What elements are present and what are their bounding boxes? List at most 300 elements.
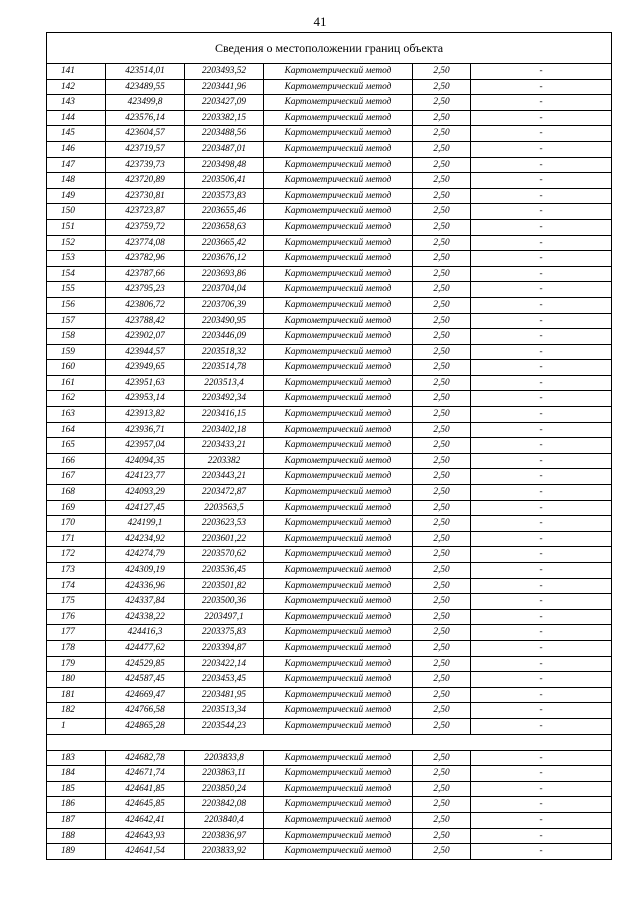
- table-row: [47, 344, 611, 360]
- accuracy-cell: 2,50: [413, 282, 471, 298]
- point-number-cell: 166: [47, 453, 106, 469]
- accuracy-cell: 2,50: [413, 453, 471, 469]
- y-coordinate-cell: 2203382,15: [185, 110, 264, 126]
- point-number-cell: 1: [47, 718, 106, 734]
- point-number-cell: 142: [47, 79, 106, 95]
- accuracy-cell: 2,50: [413, 609, 471, 625]
- y-coordinate-cell: 2203842,08: [185, 797, 264, 813]
- accuracy-cell: 2,50: [413, 422, 471, 438]
- method-cell: Картометрический метод: [264, 547, 413, 563]
- x-coordinate-cell: 424766,58: [106, 703, 185, 719]
- table-row: [47, 766, 611, 782]
- x-coordinate-cell: 423788,42: [106, 313, 185, 329]
- table-row: [47, 672, 611, 688]
- table-row: [47, 141, 611, 157]
- point-number-cell: 177: [47, 625, 106, 641]
- point-number-cell: 188: [47, 828, 106, 844]
- table-row: [47, 469, 611, 485]
- point-number-cell: 186: [47, 797, 106, 813]
- y-coordinate-cell: 2203446,09: [185, 329, 264, 345]
- y-coordinate-cell: 2203402,18: [185, 422, 264, 438]
- note-cell: -: [471, 95, 612, 111]
- note-cell: -: [471, 329, 612, 345]
- accuracy-cell: 2,50: [413, 344, 471, 360]
- note-cell: -: [471, 126, 612, 142]
- point-number-cell: 161: [47, 375, 106, 391]
- x-coordinate-cell: 424416,3: [106, 625, 185, 641]
- separator-cell: [47, 734, 611, 750]
- table-row: [47, 438, 611, 454]
- y-coordinate-cell: 2203500,36: [185, 594, 264, 610]
- accuracy-cell: 2,50: [413, 844, 471, 859]
- x-coordinate-cell: 423913,82: [106, 407, 185, 423]
- accuracy-cell: 2,50: [413, 110, 471, 126]
- accuracy-cell: 2,50: [413, 563, 471, 579]
- table-row: [47, 188, 611, 204]
- x-coordinate-cell: 423604,57: [106, 126, 185, 142]
- method-cell: Картометрический метод: [264, 297, 413, 313]
- table-row: [47, 687, 611, 703]
- table-row: [47, 126, 611, 142]
- method-cell: Картометрический метод: [264, 266, 413, 282]
- point-number-cell: 158: [47, 329, 106, 345]
- note-cell: -: [471, 64, 612, 79]
- x-coordinate-cell: 424477,62: [106, 640, 185, 656]
- table-row: [47, 64, 611, 79]
- table-row: [47, 375, 611, 391]
- y-coordinate-cell: 2203563,5: [185, 500, 264, 516]
- method-cell: Картометрический метод: [264, 469, 413, 485]
- accuracy-cell: 2,50: [413, 329, 471, 345]
- accuracy-cell: 2,50: [413, 812, 471, 828]
- x-coordinate-cell: 424337,84: [106, 594, 185, 610]
- x-coordinate-cell: 424587,45: [106, 672, 185, 688]
- method-cell: Картометрический метод: [264, 391, 413, 407]
- accuracy-cell: 2,50: [413, 703, 471, 719]
- table-row: [47, 797, 611, 813]
- note-cell: -: [471, 251, 612, 267]
- y-coordinate-cell: 2203490,95: [185, 313, 264, 329]
- point-number-cell: 181: [47, 687, 106, 703]
- method-cell: Картометрический метод: [264, 625, 413, 641]
- table-row: [47, 578, 611, 594]
- x-coordinate-cell: 424642,41: [106, 812, 185, 828]
- y-coordinate-cell: 2203704,04: [185, 282, 264, 298]
- method-cell: Картометрический метод: [264, 188, 413, 204]
- y-coordinate-cell: 2203536,45: [185, 563, 264, 579]
- method-cell: Картометрический метод: [264, 64, 413, 79]
- method-cell: Картометрический метод: [264, 375, 413, 391]
- coordinates-table: [47, 64, 611, 859]
- note-cell: -: [471, 656, 612, 672]
- point-number-cell: 149: [47, 188, 106, 204]
- x-coordinate-cell: 424234,92: [106, 531, 185, 547]
- y-coordinate-cell: 2203492,34: [185, 391, 264, 407]
- table-row: [47, 656, 611, 672]
- accuracy-cell: 2,50: [413, 687, 471, 703]
- y-coordinate-cell: 2203433,21: [185, 438, 264, 454]
- method-cell: Картометрический метод: [264, 531, 413, 547]
- method-cell: Картометрический метод: [264, 422, 413, 438]
- note-cell: -: [471, 297, 612, 313]
- x-coordinate-cell: 424338,22: [106, 609, 185, 625]
- method-cell: Картометрический метод: [264, 781, 413, 797]
- note-cell: -: [471, 453, 612, 469]
- y-coordinate-cell: 2203850,24: [185, 781, 264, 797]
- method-cell: Картометрический метод: [264, 79, 413, 95]
- method-cell: Картометрический метод: [264, 453, 413, 469]
- table-row: [47, 812, 611, 828]
- accuracy-cell: 2,50: [413, 375, 471, 391]
- y-coordinate-cell: 2203416,15: [185, 407, 264, 423]
- x-coordinate-cell: 423723,87: [106, 204, 185, 220]
- method-cell: Картометрический метод: [264, 672, 413, 688]
- table-row: [47, 329, 611, 345]
- note-cell: -: [471, 375, 612, 391]
- x-coordinate-cell: 423951,63: [106, 375, 185, 391]
- table-row: [47, 547, 611, 563]
- x-coordinate-cell: 423774,08: [106, 235, 185, 251]
- y-coordinate-cell: 2203443,21: [185, 469, 264, 485]
- x-coordinate-cell: 424309,19: [106, 563, 185, 579]
- point-number-cell: 157: [47, 313, 106, 329]
- method-cell: Картометрический метод: [264, 828, 413, 844]
- point-number-cell: 155: [47, 282, 106, 298]
- method-cell: Картометрический метод: [264, 594, 413, 610]
- y-coordinate-cell: 2203863,11: [185, 766, 264, 782]
- table-row: [47, 422, 611, 438]
- note-cell: -: [471, 578, 612, 594]
- method-cell: Картометрический метод: [264, 687, 413, 703]
- note-cell: -: [471, 282, 612, 298]
- note-cell: -: [471, 141, 612, 157]
- accuracy-cell: 2,50: [413, 204, 471, 220]
- note-cell: -: [471, 547, 612, 563]
- method-cell: Картометрический метод: [264, 95, 413, 111]
- x-coordinate-cell: 424336,96: [106, 578, 185, 594]
- accuracy-cell: 2,50: [413, 547, 471, 563]
- coordinates-sheet: [46, 32, 612, 860]
- accuracy-cell: 2,50: [413, 718, 471, 734]
- y-coordinate-cell: 2203422,14: [185, 656, 264, 672]
- point-number-cell: 189: [47, 844, 106, 859]
- y-coordinate-cell: 2203544,23: [185, 718, 264, 734]
- x-coordinate-cell: 423514,01: [106, 64, 185, 79]
- point-number-cell: 182: [47, 703, 106, 719]
- note-cell: -: [471, 485, 612, 501]
- point-number-cell: 173: [47, 563, 106, 579]
- note-cell: -: [471, 797, 612, 813]
- method-cell: Картометрический метод: [264, 329, 413, 345]
- x-coordinate-cell: 424865,28: [106, 718, 185, 734]
- method-cell: Картометрический метод: [264, 407, 413, 423]
- note-cell: -: [471, 703, 612, 719]
- note-cell: -: [471, 422, 612, 438]
- accuracy-cell: 2,50: [413, 391, 471, 407]
- method-cell: Картометрический метод: [264, 563, 413, 579]
- x-coordinate-cell: 424671,74: [106, 766, 185, 782]
- accuracy-cell: 2,50: [413, 313, 471, 329]
- table-row: [47, 703, 611, 719]
- point-number-cell: 176: [47, 609, 106, 625]
- accuracy-cell: 2,50: [413, 625, 471, 641]
- point-number-cell: 160: [47, 360, 106, 376]
- y-coordinate-cell: 2203518,32: [185, 344, 264, 360]
- y-coordinate-cell: 2203501,82: [185, 578, 264, 594]
- note-cell: -: [471, 469, 612, 485]
- note-cell: -: [471, 563, 612, 579]
- x-coordinate-cell: 423576,14: [106, 110, 185, 126]
- note-cell: -: [471, 79, 612, 95]
- table-row: [47, 266, 611, 282]
- table-row: [47, 516, 611, 532]
- accuracy-cell: 2,50: [413, 766, 471, 782]
- point-number-cell: 150: [47, 204, 106, 220]
- note-cell: -: [471, 812, 612, 828]
- point-number-cell: 164: [47, 422, 106, 438]
- point-number-cell: 171: [47, 531, 106, 547]
- note-cell: -: [471, 313, 612, 329]
- y-coordinate-cell: 2203833,92: [185, 844, 264, 859]
- method-cell: Картометрический метод: [264, 344, 413, 360]
- x-coordinate-cell: 424094,35: [106, 453, 185, 469]
- point-number-cell: 165: [47, 438, 106, 454]
- point-number-cell: 146: [47, 141, 106, 157]
- point-number-cell: 175: [47, 594, 106, 610]
- table-row: [47, 781, 611, 797]
- table-row: [47, 640, 611, 656]
- note-cell: -: [471, 687, 612, 703]
- note-cell: -: [471, 344, 612, 360]
- point-number-cell: 141: [47, 64, 106, 79]
- x-coordinate-cell: 423957,04: [106, 438, 185, 454]
- table-row: [47, 157, 611, 173]
- method-cell: Картометрический метод: [264, 609, 413, 625]
- point-number-cell: 168: [47, 485, 106, 501]
- y-coordinate-cell: 2203453,45: [185, 672, 264, 688]
- table-row: [47, 79, 611, 95]
- x-coordinate-cell: 424643,93: [106, 828, 185, 844]
- method-cell: Картометрический метод: [264, 204, 413, 220]
- method-cell: Картометрический метод: [264, 718, 413, 734]
- note-cell: -: [471, 844, 612, 859]
- note-cell: -: [471, 625, 612, 641]
- point-number-cell: 180: [47, 672, 106, 688]
- page-number: 41: [313, 14, 327, 29]
- method-cell: Картометрический метод: [264, 485, 413, 501]
- x-coordinate-cell: 423720,89: [106, 173, 185, 189]
- accuracy-cell: 2,50: [413, 485, 471, 501]
- y-coordinate-cell: 2203481,95: [185, 687, 264, 703]
- note-cell: -: [471, 531, 612, 547]
- point-number-cell: 159: [47, 344, 106, 360]
- note-cell: -: [471, 750, 612, 766]
- note-cell: -: [471, 110, 612, 126]
- table-row: [47, 297, 611, 313]
- method-cell: Картометрический метод: [264, 516, 413, 532]
- x-coordinate-cell: 424682,78: [106, 750, 185, 766]
- y-coordinate-cell: 2203487,01: [185, 141, 264, 157]
- y-coordinate-cell: 2203836,97: [185, 828, 264, 844]
- accuracy-cell: 2,50: [413, 95, 471, 111]
- point-number-cell: 162: [47, 391, 106, 407]
- accuracy-cell: 2,50: [413, 173, 471, 189]
- accuracy-cell: 2,50: [413, 750, 471, 766]
- table-row: [47, 609, 611, 625]
- table-row: [47, 282, 611, 298]
- method-cell: Картометрический метод: [264, 500, 413, 516]
- accuracy-cell: 2,50: [413, 79, 471, 95]
- accuracy-cell: 2,50: [413, 157, 471, 173]
- x-coordinate-cell: 423953,14: [106, 391, 185, 407]
- separator-row: [47, 734, 611, 750]
- note-cell: -: [471, 781, 612, 797]
- table-row: [47, 173, 611, 189]
- note-cell: -: [471, 266, 612, 282]
- point-number-cell: 145: [47, 126, 106, 142]
- y-coordinate-cell: 2203655,46: [185, 204, 264, 220]
- table-row: [47, 110, 611, 126]
- accuracy-cell: 2,50: [413, 360, 471, 376]
- accuracy-cell: 2,50: [413, 251, 471, 267]
- method-cell: Картометрический метод: [264, 797, 413, 813]
- x-coordinate-cell: 423719,57: [106, 141, 185, 157]
- method-cell: Картометрический метод: [264, 313, 413, 329]
- accuracy-cell: 2,50: [413, 141, 471, 157]
- point-number-cell: 153: [47, 251, 106, 267]
- point-number-cell: 174: [47, 578, 106, 594]
- accuracy-cell: 2,50: [413, 594, 471, 610]
- y-coordinate-cell: 2203706,39: [185, 297, 264, 313]
- accuracy-cell: 2,50: [413, 235, 471, 251]
- method-cell: Картометрический метод: [264, 219, 413, 235]
- x-coordinate-cell: 423782,96: [106, 251, 185, 267]
- table-row: [47, 204, 611, 220]
- x-coordinate-cell: 423730,81: [106, 188, 185, 204]
- note-cell: -: [471, 500, 612, 516]
- table-row: [47, 95, 611, 111]
- point-number-cell: 169: [47, 500, 106, 516]
- accuracy-cell: 2,50: [413, 126, 471, 142]
- x-coordinate-cell: 423949,65: [106, 360, 185, 376]
- method-cell: Картометрический метод: [264, 703, 413, 719]
- x-coordinate-cell: 423739,73: [106, 157, 185, 173]
- point-number-cell: 184: [47, 766, 106, 782]
- point-number-cell: 148: [47, 173, 106, 189]
- accuracy-cell: 2,50: [413, 531, 471, 547]
- accuracy-cell: 2,50: [413, 578, 471, 594]
- note-cell: -: [471, 157, 612, 173]
- accuracy-cell: 2,50: [413, 516, 471, 532]
- table-row: [47, 625, 611, 641]
- method-cell: Картометрический метод: [264, 173, 413, 189]
- point-number-cell: 163: [47, 407, 106, 423]
- method-cell: Картометрический метод: [264, 360, 413, 376]
- method-cell: Картометрический метод: [264, 844, 413, 859]
- point-number-cell: 144: [47, 110, 106, 126]
- method-cell: Картометрический метод: [264, 438, 413, 454]
- accuracy-cell: 2,50: [413, 672, 471, 688]
- y-coordinate-cell: 2203665,42: [185, 235, 264, 251]
- point-number-cell: 172: [47, 547, 106, 563]
- y-coordinate-cell: 2203506,41: [185, 173, 264, 189]
- table-row: [47, 407, 611, 423]
- method-cell: Картометрический метод: [264, 110, 413, 126]
- method-cell: Картометрический метод: [264, 750, 413, 766]
- x-coordinate-cell: 423787,66: [106, 266, 185, 282]
- y-coordinate-cell: 2203441,96: [185, 79, 264, 95]
- y-coordinate-cell: 2203658,63: [185, 219, 264, 235]
- note-cell: -: [471, 609, 612, 625]
- x-coordinate-cell: 424127,45: [106, 500, 185, 516]
- x-coordinate-cell: 423499,8: [106, 95, 185, 111]
- note-cell: -: [471, 828, 612, 844]
- accuracy-cell: 2,50: [413, 219, 471, 235]
- y-coordinate-cell: 2203472,87: [185, 485, 264, 501]
- y-coordinate-cell: 2203570,62: [185, 547, 264, 563]
- note-cell: -: [471, 219, 612, 235]
- x-coordinate-cell: 423489,55: [106, 79, 185, 95]
- coordinates-table-body: [47, 64, 611, 859]
- note-cell: -: [471, 766, 612, 782]
- point-number-cell: 147: [47, 157, 106, 173]
- method-cell: Картометрический метод: [264, 656, 413, 672]
- y-coordinate-cell: 2203375,83: [185, 625, 264, 641]
- point-number-cell: 151: [47, 219, 106, 235]
- table-row: [47, 313, 611, 329]
- table-row: [47, 828, 611, 844]
- x-coordinate-cell: 424199,1: [106, 516, 185, 532]
- y-coordinate-cell: 2203513,4: [185, 375, 264, 391]
- table-row: [47, 563, 611, 579]
- x-coordinate-cell: 423795,23: [106, 282, 185, 298]
- point-number-cell: 152: [47, 235, 106, 251]
- method-cell: Картометрический метод: [264, 578, 413, 594]
- note-cell: -: [471, 516, 612, 532]
- accuracy-cell: 2,50: [413, 469, 471, 485]
- method-cell: Картометрический метод: [264, 640, 413, 656]
- point-number-cell: 178: [47, 640, 106, 656]
- x-coordinate-cell: 424645,85: [106, 797, 185, 813]
- x-coordinate-cell: 424123,77: [106, 469, 185, 485]
- table-row: [47, 500, 611, 516]
- y-coordinate-cell: 2203840,4: [185, 812, 264, 828]
- accuracy-cell: 2,50: [413, 297, 471, 313]
- note-cell: -: [471, 391, 612, 407]
- y-coordinate-cell: 2203573,83: [185, 188, 264, 204]
- y-coordinate-cell: 2203394,87: [185, 640, 264, 656]
- note-cell: -: [471, 594, 612, 610]
- accuracy-cell: 2,50: [413, 188, 471, 204]
- y-coordinate-cell: 2203427,09: [185, 95, 264, 111]
- point-number-cell: 187: [47, 812, 106, 828]
- accuracy-cell: 2,50: [413, 500, 471, 516]
- note-cell: -: [471, 718, 612, 734]
- accuracy-cell: 2,50: [413, 656, 471, 672]
- y-coordinate-cell: 2203513,34: [185, 703, 264, 719]
- table-row: [47, 485, 611, 501]
- table-row: [47, 251, 611, 267]
- table-row: [47, 531, 611, 547]
- method-cell: Картометрический метод: [264, 235, 413, 251]
- table-row: [47, 391, 611, 407]
- table-row: [47, 718, 611, 734]
- table-row: [47, 219, 611, 235]
- accuracy-cell: 2,50: [413, 438, 471, 454]
- accuracy-cell: 2,50: [413, 797, 471, 813]
- method-cell: Картометрический метод: [264, 251, 413, 267]
- table-row: [47, 594, 611, 610]
